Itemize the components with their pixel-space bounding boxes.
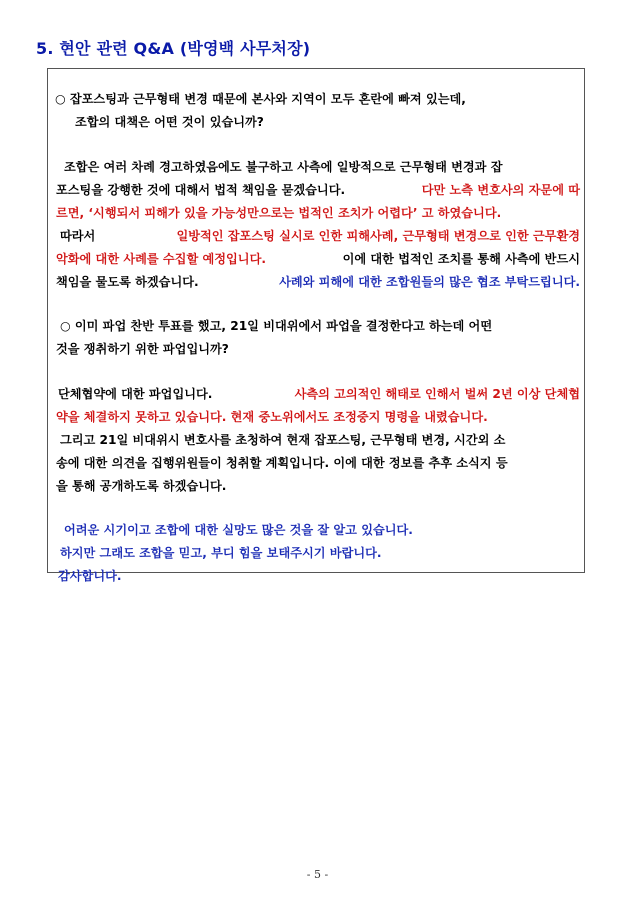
- answer-1-line-5-text: 이에 대한 법적인 조치를 통해 사측에 반드시: [342, 252, 580, 266]
- closing-line-2: 하지만 그래도 조합을 믿고, 부디 힘을 보태주시기 바랍니다.: [60, 546, 382, 560]
- qa-box: [47, 68, 585, 583]
- answer-2-line-5: 을 통해 공개하도록 하겠습니다.: [56, 479, 227, 493]
- answer-2-line-1-highlight: 사측의 고의적인 해태로 인해서 벌써 2년 이상 단체협: [294, 387, 580, 401]
- closing-line-1: 어려운 시기이고 조합에 대한 실망도 많은 것을 잘 알고 있습니다.: [64, 523, 413, 537]
- answer-1-line-6-text: 책임을 물도록 하겠습니다.: [56, 275, 199, 289]
- answer-2-line-2: 약을 체결하지 못하고 있습니다. 현재 중노위에서도 조정중지 명령을 내렸습니다.: [56, 410, 488, 424]
- answer-2-line-4: 송에 대한 의견을 집행위원들이 청취할 계획입니다. 이에 대한 정보를 추후 소식지 등: [56, 456, 508, 470]
- question-2-line-1: ○ 이미 파업 찬반 투표를 했고, 21일 비대위에서 파업을 결정한다고 하는데 어떤: [60, 319, 493, 333]
- question-2-line-2: 것을 쟁취하기 위한 파업입니까?: [56, 342, 229, 356]
- answer-2-line-1-text: 단체협약에 대한 파업입니다.: [58, 387, 213, 401]
- answer-1-line-6-highlight: 사례와 피해에 대한 조합원들의 많은 협조 부탁드립니다.: [279, 275, 580, 289]
- answer-1-line-2-text: 포스팅을 강행한 것에 대해서 법적 책임을 묻겠습니다.: [56, 183, 346, 197]
- answer-1-line-4-text: 따라서: [60, 229, 96, 243]
- answer-1-line-6: [56, 274, 580, 290]
- question-1-line-1: ○ 잡포스팅과 근무형태 변경 때문에 본사와 지역이 모두 혼란에 빠져 있는데,: [55, 92, 466, 106]
- question-1-line-2: 조합의 대책은 어떤 것이 있습니까?: [75, 115, 264, 129]
- answer-1-line-4: [60, 228, 580, 244]
- answer-1-line-5: [56, 251, 580, 267]
- closing-line-3: 감사합니다.: [58, 569, 122, 583]
- answer-2-line-3: 그리고 21일 비대위시 변호사를 초청하여 현재 잡포스팅, 근무형태 변경, 시간외 소: [60, 433, 506, 447]
- answer-1-line-5-highlight: 악화에 대한 사례를 수집할 예정입니다.: [56, 252, 266, 266]
- section-title: 5. 현안 관련 Q&A (박영백 사무처장): [36, 39, 311, 58]
- answer-1-line-2-highlight: 다만 노측 변호사의 자문에 따: [421, 183, 580, 197]
- answer-1-line-1: 조합은 여러 차례 경고하였음에도 불구하고 사측에 일방적으로 근무형태 변경과 잡: [64, 160, 503, 174]
- page-number: - 5 -: [306, 868, 329, 881]
- answer-1-line-3: 르면, ‘시행되서 피해가 있을 가능성만으로는 법적인 조치가 어렵다’ 고 하였습니다.: [56, 206, 502, 220]
- answer-2-line-1: [58, 386, 580, 402]
- answer-1-line-4-highlight: 일방적인 잡포스팅 실시로 인한 피해사례, 근무형태 변경으로 인한 근무환경: [176, 229, 580, 243]
- answer-1-line-2: [56, 182, 580, 198]
